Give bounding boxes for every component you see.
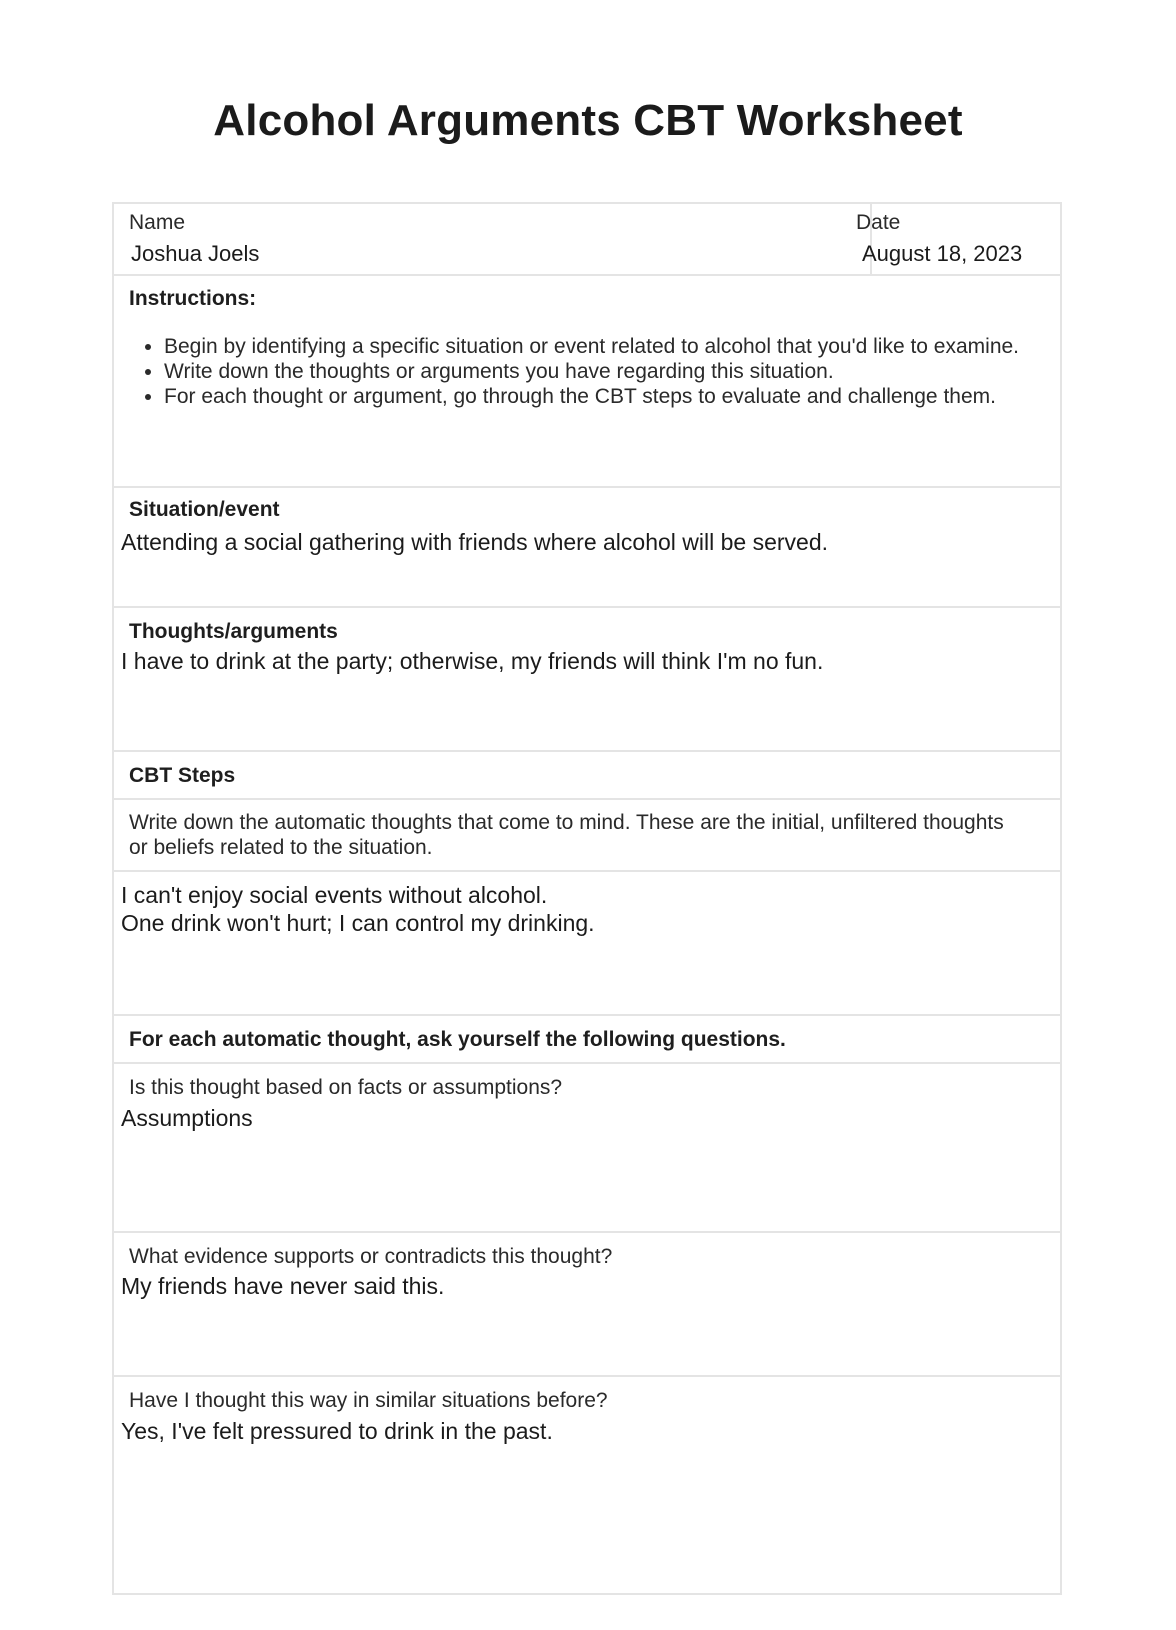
situation-field[interactable]: Attending a social gathering with friends where alcohol will be served. xyxy=(121,529,829,555)
situation-section xyxy=(114,488,1060,608)
answer-field[interactable]: Assumptions xyxy=(121,1105,253,1131)
automatic-thoughts-field[interactable] xyxy=(121,881,595,937)
question-label: What evidence supports or contradicts this thought? xyxy=(129,1245,613,1268)
instructions-label: Instructions: xyxy=(129,287,257,310)
cbt-steps-header xyxy=(114,752,1060,800)
questions-header xyxy=(114,1016,1060,1064)
question-label: Is this thought based on facts or assumptions? xyxy=(129,1076,563,1099)
instruction-item: • Write down the thoughts or arguments you have regarding this situation. xyxy=(164,359,1044,384)
page-title: Alcohol Arguments CBT Worksheet xyxy=(213,96,963,145)
name-label: Name xyxy=(129,211,186,234)
name-field[interactable]: Joshua Joels xyxy=(131,241,260,266)
question-section xyxy=(114,1233,1060,1377)
automatic-thought-line: I can't enjoy social events without alcohol. xyxy=(121,882,548,908)
date-label: Date xyxy=(856,211,901,234)
questions-label: For each automatic thought, ask yourself the following questions. xyxy=(129,1028,786,1051)
situation-label: Situation/event xyxy=(129,498,280,521)
thoughts-field[interactable]: I have to drink at the party; otherwise, my friends will think I'm no fun. xyxy=(121,648,824,674)
automatic-thoughts-section xyxy=(114,872,1060,1016)
question-label: Have I thought this way in similar situations before? xyxy=(129,1389,608,1412)
answer-field[interactable]: Yes, I've felt pressured to drink in the past. xyxy=(121,1418,553,1444)
instructions-section xyxy=(114,276,1060,488)
cbt-step-text: Write down the automatic thoughts that come to mind. These are the initial, unfiltered thoughts or beliefs related to the situation. xyxy=(129,811,1004,859)
question-section xyxy=(114,1377,1060,1593)
worksheet-form xyxy=(112,202,1062,1595)
question-section xyxy=(114,1064,1060,1233)
instruction-item: • For each thought or argument, go through the CBT steps to evaluate and challenge them. xyxy=(164,384,1044,409)
thoughts-label: Thoughts/arguments xyxy=(129,620,338,643)
cbt-step-instruction xyxy=(114,800,1060,872)
automatic-thought-line: One drink won't hurt; I can control my drinking. xyxy=(121,910,595,936)
answer-field[interactable]: My friends have never said this. xyxy=(121,1273,445,1299)
instruction-item: • Begin by identifying a specific situation or event related to alcohol that you'd like to examine. xyxy=(164,334,1044,359)
cbt-steps-label: CBT Steps xyxy=(129,764,236,787)
instructions-list xyxy=(128,334,1044,409)
date-field[interactable]: August 18, 2023 xyxy=(862,241,1023,266)
name-date-row xyxy=(114,204,1060,276)
thoughts-section xyxy=(114,608,1060,752)
